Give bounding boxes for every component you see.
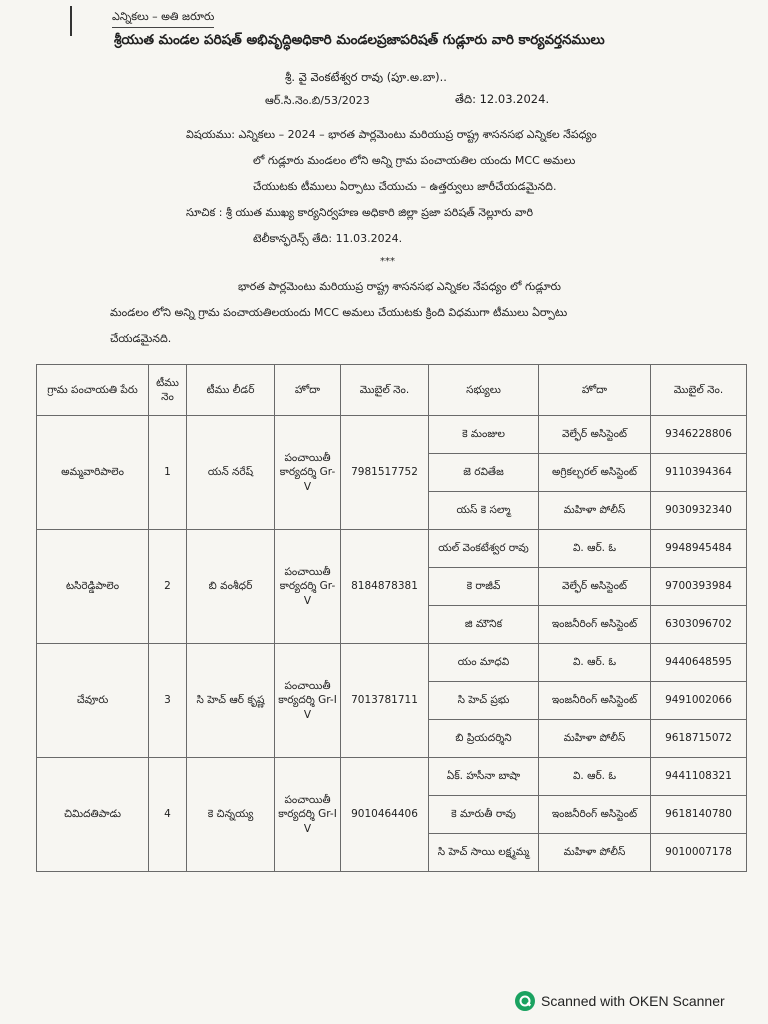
table-header-row — [37, 365, 747, 416]
leader-cell: సి హెచ్ ఆర్ కృష్ణ — [187, 644, 275, 758]
member-mobile-cell: 9948945484 — [651, 530, 747, 568]
member-name-cell: యం మాధవి — [429, 644, 539, 682]
member-mobile-cell: 9618140780 — [651, 796, 747, 834]
header-members: సభ్యులు — [429, 365, 539, 416]
table-row — [37, 758, 747, 796]
member-name-cell: కె రాజీవ్ — [429, 568, 539, 606]
member-mobile-cell: 6303096702 — [651, 606, 747, 644]
village-cell: టసిరెడ్డిపాలెం — [37, 530, 149, 644]
section-separator: *** — [380, 256, 395, 267]
header-mobile: మొబైల్ నెం. — [341, 365, 429, 416]
mcc-teams-table — [36, 364, 747, 872]
member-designation-cell: వి. ఆర్. ఓ — [539, 530, 651, 568]
member-name-cell: ఏక్. హసీనా బాషా — [429, 758, 539, 796]
member-designation-cell: ఇంజనీరింగ్ అసిస్టెంట్ — [539, 606, 651, 644]
designation-cell: పంచాయితీ కార్యదర్శి Gr-V — [275, 530, 341, 644]
designation-cell: పంచాయితీ కార్యదర్శి Gr-V — [275, 416, 341, 530]
member-mobile-cell: 9346228806 — [651, 416, 747, 454]
member-mobile-cell: 9030932340 — [651, 492, 747, 530]
member-designation-cell: మహిళా పోలీస్ — [539, 834, 651, 872]
leader-cell: బి వంశీధర్ — [187, 530, 275, 644]
team-no-cell: 3 — [149, 644, 187, 758]
header-team-no: టీము నెం — [149, 365, 187, 416]
member-mobile-cell: 9618715072 — [651, 720, 747, 758]
designation-cell: పంచాయితీ కార్యదర్శి Gr-I V — [275, 758, 341, 872]
member-name-cell: యస్ కె సల్మా — [429, 492, 539, 530]
member-name-cell: యల్ వెంకటేశ్వర రావు — [429, 530, 539, 568]
subject-line-2: లో గుడ్లూరు మండలం లోని అన్ని గ్రామ పంచాయతిల యందు MCC అమలు — [253, 154, 576, 167]
member-designation-cell: వెల్ఫేర్ అసిస్టెంట్ — [539, 416, 651, 454]
member-designation-cell: వి. ఆర్. ఓ — [539, 758, 651, 796]
member-name-cell: సి హెచ్ సాయి లక్ష్మమ్మ — [429, 834, 539, 872]
designation-cell: పంచాయితీ కార్యదర్శి Gr-I V — [275, 644, 341, 758]
officer-name: శ్రీ. వై వెంకటేశ్వర రావు (పూ.అ.బా).. — [285, 70, 447, 84]
leader-cell: యన్ నరేష్ — [187, 416, 275, 530]
member-designation-cell: వి. ఆర్. ఓ — [539, 644, 651, 682]
urgent-tag: ఎన్నికలు – అతి జరూరు — [112, 10, 214, 28]
leader-cell: కె చిన్నయ్య — [187, 758, 275, 872]
oken-scanner-logo-icon — [515, 991, 535, 1011]
mobile-cell: 7981517752 — [341, 416, 429, 530]
member-name-cell: కె మంజుల — [429, 416, 539, 454]
header-designation: హోదా — [275, 365, 341, 416]
village-cell: చిమిదతిపాడు — [37, 758, 149, 872]
subject-line-3: చేయుటకు టీములు ఏర్పాటు చేయుచు – ఉత్తర్వులు జారీచేయడమైనది. — [253, 180, 557, 193]
document-date: తేది: 12.03.2024. — [455, 92, 550, 106]
table-row — [37, 416, 747, 454]
header-leader: టీము లీడర్ — [187, 365, 275, 416]
body-para-line-2: మండలం లోని అన్ని గ్రామ పంచాయతిలయందు MCC అమలు చేయుటకు క్రింది విధముగా టీములు ఏర్పాటు — [110, 306, 568, 319]
member-mobile-cell: 9700393984 — [651, 568, 747, 606]
body-para-line-1: భారత పార్లమెంటు మరియుప్ర రాష్ట్ర శాసనసభ ఎన్నికల నేపధ్యం లో గుడ్లూరు — [238, 280, 561, 293]
margin-pen-mark — [70, 6, 72, 36]
subject-line-1: విషయము: ఎన్నికలు – 2024 – భారత పార్లమెంటు మరియుప్ర రాష్ట్ర శాసనసభ ఎన్నికల నేపధ్యం — [186, 128, 597, 141]
header-village: గ్రామ పంచాయతి పేరు — [37, 365, 149, 416]
team-no-cell: 2 — [149, 530, 187, 644]
village-cell: చేవూరు — [37, 644, 149, 758]
member-mobile-cell: 9440648595 — [651, 644, 747, 682]
member-designation-cell: ఇంజనీరింగ్ అసిస్టెంట్ — [539, 682, 651, 720]
office-title: శ్రీయుత మండల పరిషత్ అభివృద్ధిఅధికారి మండలప్రజాపరిషత్ గుడ్లూరు వారి కార్యవర్తనములు — [114, 32, 605, 48]
reference-line-1: సూచిక : శ్రీ యుత ముఖ్య కార్యనిర్వహణ అధికారి జిల్లా ప్రజా పరిషత్ నెల్లూరు వారి — [186, 206, 533, 219]
scanner-text: Scanned with OKEN Scanner — [541, 993, 725, 1009]
header-member-mobile: మొబైల్ నెం. — [651, 365, 747, 416]
header-member-designation: హోదా — [539, 365, 651, 416]
village-cell: అమ్మవారిపాలెం — [37, 416, 149, 530]
mobile-cell: 8184878381 — [341, 530, 429, 644]
member-mobile-cell: 9110394364 — [651, 454, 747, 492]
table-row — [37, 530, 747, 568]
scanner-watermark — [515, 990, 725, 1012]
member-mobile-cell: 9010007178 — [651, 834, 747, 872]
body-para-line-3: చేయడమైనది. — [110, 332, 172, 345]
member-mobile-cell: 9491002066 — [651, 682, 747, 720]
team-no-cell: 4 — [149, 758, 187, 872]
team-no-cell: 1 — [149, 416, 187, 530]
member-name-cell: జె రవితేజ — [429, 454, 539, 492]
reference-line-2: టెలీకాన్ఫరెన్స్ తేది: 11.03.2024. — [253, 232, 403, 245]
member-name-cell: సి హెచ్ ప్రభు — [429, 682, 539, 720]
mobile-cell: 7013781711 — [341, 644, 429, 758]
member-designation-cell: మహిళా పోలీస్ — [539, 492, 651, 530]
member-designation-cell: మహిళా పోలీస్ — [539, 720, 651, 758]
reference-number: ఆర్.సి.నెం.బి/53/2023 — [265, 94, 370, 107]
member-designation-cell: అగ్రికల్చరల్ అసిస్టెంట్ — [539, 454, 651, 492]
member-name-cell: బి ప్రియదర్శిని — [429, 720, 539, 758]
member-name-cell: జి మౌనిక — [429, 606, 539, 644]
mobile-cell: 9010464406 — [341, 758, 429, 872]
table-row — [37, 644, 747, 682]
member-name-cell: కె మారుతీ రావు — [429, 796, 539, 834]
member-mobile-cell: 9441108321 — [651, 758, 747, 796]
member-designation-cell: ఇంజనీరింగ్ అసిస్టెంట్ — [539, 796, 651, 834]
member-designation-cell: వెల్ఫేర్ అసిస్టెంట్ — [539, 568, 651, 606]
